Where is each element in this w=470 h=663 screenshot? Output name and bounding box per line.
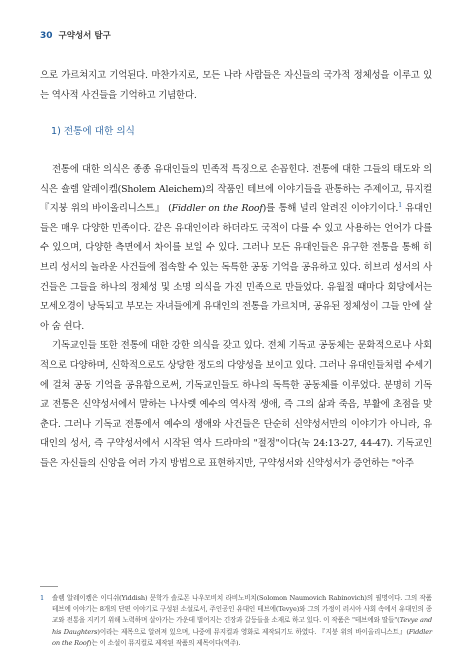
running-head: [40, 29, 111, 41]
fn-italic2: Fiddler on the Roof: [52, 627, 432, 647]
intro-block: [40, 66, 432, 105]
footnote: [40, 593, 432, 649]
p1-before-title: 전통에 대한 의식은 종종 유대인들의 민족적 특징으로 손꼽힌다. 전통에 대한 그들의 태도와 의식은 숄렘 알레이켐(Sholem Aleichem)의 작품인 테브에 이야기들을 관통하는 주제이고, 뮤지컬 『지붕 위의 바이올리니스트』 (: [40, 164, 432, 215]
footnote-number: 1: [40, 594, 45, 602]
intro-paragraph: 으로 가르쳐지고 기억된다. 마찬가지로, 모든 나라 사람들은 자신들의 국가적 정체성을 이루고 있는 역사적 사건들을 기억하고 기념한다.: [40, 70, 432, 101]
footnote-text: [52, 593, 432, 649]
fn-part1: 숄렘 알레이켐은 이디쉬(Yiddish) 문학가 솔로몬 나우모비치 라비노비치(Solomon Naumovich Rabinovich)의 필명이다. 그의 작품 테브에 이야기는 8개의 단편 이야기로 구성된 소설로서, 주인공인 유대인 테브에(Tevye)와 그의 가정이 러시아 사회 속에서 유대인의 종교와 전통을 지키기 위해 노력하며 살아가는 가운데 벌어지는 긴장과 갈등들을 소재로 하고 있다. 이 작품은 "테브에와 딸들"(: [52, 594, 432, 625]
fn-part3: )는 이 소설이 뮤지컬로 제작된 작품의 제목이다(역주).: [88, 638, 241, 647]
book-title: 구약성서 탐구: [58, 31, 111, 41]
fn-part2: )이라는 제목으로 알려져 있으며, 나중에 뮤지컬과 영화로 제작되기도 하였다. 『지붕 위의 바이올리니스트』(: [97, 627, 409, 636]
fn-italic1: Tevye and his Daughters: [52, 616, 432, 636]
p1-title-en: Fiddler on the Roof: [171, 203, 263, 215]
section-heading: 1) 전통에 대한 의식: [51, 126, 135, 137]
paragraph-tradition: [40, 160, 432, 336]
main-body: [40, 160, 432, 474]
page-number: 30: [40, 31, 53, 41]
p1-rest: 유대인들은 매우 다양한 민족이다. 같은 유대인이라 하더라도 국적이 다를 수 있고 사용하는 언어가 다를 수 있으며, 다양한 측면에서 차이를 보일 수 있다. 그러나 모든 유대인들은 유구한 전통을 통해 히브리 성서의 놀라운 사건들에 접속할 수 있는 독특한 공동 기억을 공유하고 있다. 히브리 성서의 사건들은 그들을 하나의 정체성 및 소명 의식을 가진 민족으로 만들었다. 유월절 때마다 회당에서는 모세오경이 낭독되고 부모는 자녀들에게 유대인의 전통을 가르치며, 공유된 정체성이 그들 안에 살아 숨 쉰다.: [40, 203, 432, 332]
p1-after-title: )를 통해 널리 알려진 이야기이다.: [262, 203, 399, 215]
footnote-ref[interactable]: 1: [398, 202, 402, 210]
paragraph-christian: 기독교인들 또한 전통에 대한 강한 의식을 갖고 있다. 전체 기독교 공동체는 문화적으로나 사회적으로 다양하며, 신학적으로도 상당한 정도의 다양성을 보이고 있다. 그러나 유대인들처럼 수세기에 걸쳐 공동 기억을 공유함으로써, 기독교인들도 하나의 독특한 공동체를 이루었다. 분명히 기독교 전통은 신약성서에서 말하는 나사렛 예수의 역사적 생애, 즉 그의 삶과 죽음, 부활에 초점을 맞춘다. 그러나 기독교 전통에서 예수의 생애와 사건들은 단순히 신약성서만의 이야기가 아니라, 유대인의 성서, 즉 구약성서에서 시작된 역사 드라마의 "절정"이다(눅 24:13-27, 44-47). 기독교인들은 자신들의 신앙을 여러 가지 방법으로 표현하지만, 구약성서와 신약성서가 증언하는 "아주: [40, 340, 432, 469]
footnote-divider: [40, 586, 58, 587]
